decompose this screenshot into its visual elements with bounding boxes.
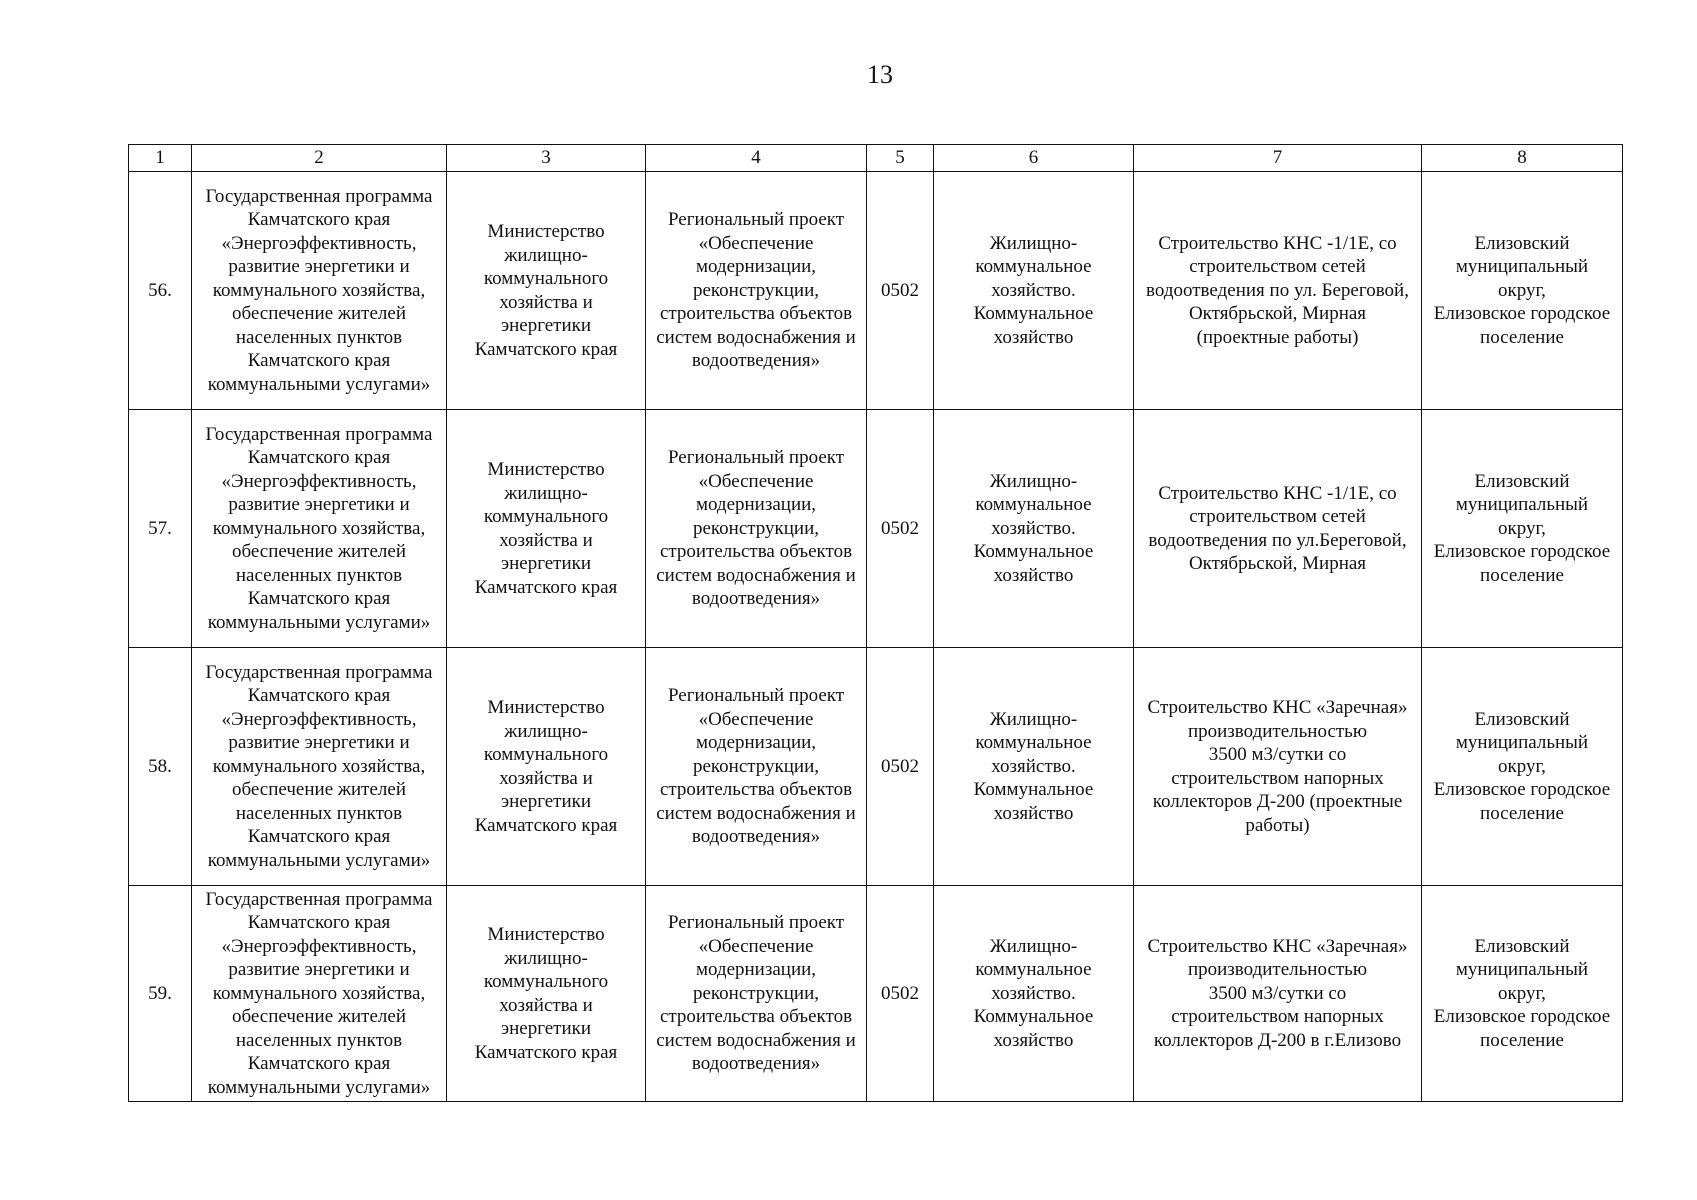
project-cell-line: Региональный проект <box>667 447 845 469</box>
program-cell-line: Камчатского края <box>247 826 391 848</box>
project-cell-line: Региональный проект <box>667 912 845 934</box>
object-cell-line: производительностью <box>1187 959 1368 981</box>
object-cell-line: коллекторов Д-200 (проектные <box>1152 791 1403 812</box>
location-cell-line: округ, <box>1498 517 1546 539</box>
project-cell-line: реконструкции, <box>692 279 820 301</box>
program-cell-line: развитие энергетики и <box>228 494 410 516</box>
object-cell-line: производительностью <box>1187 720 1368 742</box>
ministry-cell-line: энергетики <box>500 315 592 336</box>
program-cell-line: «Энергоэффективность, <box>221 470 417 492</box>
project-cell-line: строительства объектов <box>659 541 853 563</box>
location-cell <box>1422 886 1623 1102</box>
header-cell-col-4: 4 <box>646 145 867 172</box>
ministry-cell-line: жилищно- <box>504 720 588 742</box>
location-cell <box>1422 172 1623 410</box>
ministry-cell <box>447 886 646 1102</box>
object-cell-line: водоотведения по ул.Береговой, <box>1148 529 1407 551</box>
ministry-cell-line: Министерство <box>487 459 605 480</box>
location-cell-line: поселение <box>1480 326 1564 348</box>
sector-cell-line: хозяйство. <box>991 279 1076 301</box>
object-cell-line: Строительство КНС -1/1Е, со <box>1158 482 1397 504</box>
sector-cell <box>934 172 1134 410</box>
project-cell-line: водоотведения» <box>691 1053 821 1075</box>
program-cell-line: Камчатского края <box>247 447 391 469</box>
ministry-cell-line: Министерство <box>487 221 605 242</box>
project-cell-line: модернизации, <box>695 959 817 981</box>
sector-cell-line: Жилищно- <box>989 935 1078 957</box>
program-cell-line: коммунальными услугами» <box>207 611 431 633</box>
sector-cell-line: хозяйство <box>993 802 1074 824</box>
sector-cell-line: Коммунальное <box>973 303 1094 325</box>
project-cell-line: систем водоснабжения и <box>656 564 856 586</box>
program-cell-line: «Энергоэффективность, <box>221 935 417 957</box>
program-cell-line: Камчатского края <box>247 912 391 934</box>
sector-cell-line: Жилищно- <box>989 708 1078 730</box>
location-cell-line: поселение <box>1480 564 1564 586</box>
table-row <box>129 410 1623 648</box>
program-cell-line: Камчатского края <box>247 209 391 231</box>
program-cell-line: коммунальными услугами» <box>207 373 431 395</box>
object-cell-line: строительством напорных <box>1171 1006 1384 1028</box>
object-cell-line: водоотведения по ул. Береговой, <box>1146 279 1409 301</box>
project-cell-line: систем водоснабжения и <box>656 326 856 348</box>
object-cell-line: Октябрьской, Мирная <box>1188 553 1367 574</box>
program-cell-line: Камчатского края <box>247 1053 391 1075</box>
program-cell-line: развитие энергетики и <box>228 732 410 754</box>
row-number-cell: 59. <box>129 886 192 1102</box>
location-cell-line: поселение <box>1480 802 1564 824</box>
program-cell-line: обеспечение жителей <box>231 541 406 563</box>
program-cell-line: «Энергоэффективность, <box>221 232 417 254</box>
sector-cell-line: хозяйство <box>993 564 1074 586</box>
location-cell <box>1422 410 1623 648</box>
program-cell-line: обеспечение жителей <box>231 303 406 325</box>
project-cell-line: водоотведения» <box>691 588 821 610</box>
table-row <box>129 886 1623 1102</box>
sector-cell-line: коммунальное <box>975 959 1092 981</box>
project-cell-line: модернизации, <box>695 256 817 278</box>
ministry-cell-line: жилищно- <box>504 947 588 969</box>
project-cell-line: строительства объектов <box>659 779 853 801</box>
program-cell-line: населенных пунктов <box>235 564 403 586</box>
program-cell-line: коммунального хозяйства, <box>212 755 426 777</box>
program-cell-line: развитие энергетики и <box>228 959 410 981</box>
sector-cell-line: Жилищно- <box>989 232 1078 254</box>
ministry-cell-line: коммунального <box>483 744 609 765</box>
project-cell-line: «Обеспечение <box>698 232 814 254</box>
program-cell-line: населенных пунктов <box>235 802 403 824</box>
program-cell-line: Камчатского края <box>247 350 391 372</box>
ministry-cell-line: жилищно- <box>504 244 588 266</box>
program-cell-line: развитие энергетики и <box>228 256 410 278</box>
project-cell-line: водоотведения» <box>691 826 821 848</box>
project-cell-line: реконструкции, <box>692 517 820 539</box>
object-cell-line: Строительство КНС «Заречная» <box>1147 935 1408 957</box>
header-cell-col-5: 5 <box>867 145 934 172</box>
program-cell <box>192 410 447 648</box>
object-cell-line: работы) <box>1245 814 1310 836</box>
ministry-cell-line: коммунального <box>483 971 609 992</box>
object-cell-line: строительством сетей <box>1189 506 1366 527</box>
ministry-cell-line: Министерство <box>487 697 605 718</box>
sector-cell-line: Жилищно- <box>989 470 1078 492</box>
sector-cell-line: хозяйство. <box>991 755 1076 777</box>
program-cell-line: Государственная программа <box>205 185 433 207</box>
program-cell-line: коммунальными услугами» <box>207 1076 431 1098</box>
location-cell-line: муниципальный <box>1455 494 1589 516</box>
program-cell-line: коммунального хозяйства, <box>212 982 426 1004</box>
project-cell-line: «Обеспечение <box>698 935 814 957</box>
program-cell-line: населенных пунктов <box>235 326 403 348</box>
location-cell-line: округ, <box>1498 755 1546 777</box>
project-cell-line: модернизации, <box>695 732 817 754</box>
location-cell-line: Елизовское городское <box>1433 541 1611 563</box>
project-cell-line: реконструкции, <box>692 755 820 777</box>
program-cell-line: обеспечение жителей <box>231 779 406 801</box>
header-cell-col-6: 6 <box>934 145 1134 172</box>
ministry-cell-line: коммунального <box>483 506 609 527</box>
header-cell-col-7: 7 <box>1134 145 1422 172</box>
location-cell-line: Елизовский <box>1474 232 1570 254</box>
location-cell-line: Елизовское городское <box>1433 303 1611 325</box>
ministry-cell-line: хозяйства и <box>499 994 593 1016</box>
location-cell-line: Елизовский <box>1474 470 1570 492</box>
location-cell-line: округ, <box>1498 279 1546 301</box>
object-cell <box>1134 410 1422 648</box>
sector-cell-line: Коммунальное <box>973 779 1094 801</box>
location-cell-line: муниципальный <box>1455 732 1589 754</box>
object-cell <box>1134 886 1422 1102</box>
sector-cell-line: хозяйство <box>993 326 1074 348</box>
object-cell <box>1134 648 1422 886</box>
table-header-row <box>129 145 1623 172</box>
ministry-cell-line: хозяйства и <box>499 767 593 789</box>
header-cell-col-8: 8 <box>1422 145 1623 172</box>
project-cell-line: модернизации, <box>695 494 817 516</box>
location-cell-line: Елизовский <box>1474 708 1570 730</box>
location-cell-line: муниципальный <box>1455 256 1589 278</box>
object-cell-line: Октябрьской, Мирная <box>1188 303 1367 325</box>
sector-cell <box>934 886 1134 1102</box>
budget-code-cell: 0502 <box>867 410 934 648</box>
sector-cell-line: хозяйство. <box>991 517 1076 539</box>
object-cell-line: (проектные работы) <box>1196 326 1359 348</box>
sector-cell-line: Коммунальное <box>973 1006 1094 1028</box>
ministry-cell-line: Камчатского края <box>474 576 618 598</box>
program-cell-line: «Энергоэффективность, <box>221 708 417 730</box>
program-cell-line: коммунальными услугами» <box>207 849 431 871</box>
location-cell-line: Елизовское городское <box>1433 779 1611 801</box>
program-cell-line: Камчатского края <box>247 588 391 610</box>
program-cell-line: населенных пунктов <box>235 1029 403 1051</box>
ministry-cell-line: коммунального <box>483 268 609 289</box>
sector-cell-line: хозяйство. <box>991 982 1076 1004</box>
location-cell-line: муниципальный <box>1455 959 1589 981</box>
header-cell-col-1: 1 <box>129 145 192 172</box>
location-cell-line: поселение <box>1480 1029 1564 1051</box>
object-cell-line: 3500 м3/сутки со <box>1208 744 1347 765</box>
object-cell <box>1134 172 1422 410</box>
location-cell-line: округ, <box>1498 982 1546 1004</box>
ministry-cell-line: энергетики <box>500 553 592 574</box>
program-cell-line: коммунального хозяйства, <box>212 279 426 301</box>
project-cell-line: «Обеспечение <box>698 708 814 730</box>
ministry-cell-line: Камчатского края <box>474 814 618 836</box>
location-cell-line: Елизовский <box>1474 935 1570 957</box>
project-cell <box>646 172 867 410</box>
sector-cell <box>934 410 1134 648</box>
ministry-cell-line: Камчатского края <box>474 1041 618 1063</box>
table-row <box>129 172 1623 410</box>
table-row <box>129 648 1623 886</box>
object-cell-line: Строительство КНС -1/1Е, со <box>1158 232 1397 254</box>
location-cell <box>1422 648 1623 886</box>
ministry-cell-line: энергетики <box>500 1018 592 1039</box>
location-cell-line: Елизовское городское <box>1433 1006 1611 1028</box>
budget-code-cell: 0502 <box>867 172 934 410</box>
program-cell <box>192 648 447 886</box>
header-cell-col-2: 2 <box>192 145 447 172</box>
budget-code-cell: 0502 <box>867 886 934 1102</box>
project-cell-line: водоотведения» <box>691 350 821 372</box>
program-cell <box>192 886 447 1102</box>
object-cell-line: коллекторов Д-200 в г.Елизово <box>1153 1029 1402 1051</box>
project-cell-line: Региональный проект <box>667 209 845 231</box>
ministry-cell-line: Министерство <box>487 924 605 945</box>
program-cell-line: коммунального хозяйства, <box>212 517 426 539</box>
program-cell-line: Государственная программа <box>205 423 433 445</box>
ministry-cell-line: Камчатского края <box>474 338 618 360</box>
object-cell-line: Строительство КНС «Заречная» <box>1147 697 1408 718</box>
object-cell-line: строительством напорных <box>1171 767 1384 789</box>
projects-table <box>128 144 1623 1102</box>
project-cell-line: реконструкции, <box>692 982 820 1004</box>
row-number-cell: 56. <box>129 172 192 410</box>
program-cell-line: Государственная программа <box>205 888 433 910</box>
sector-cell-line: хозяйство <box>993 1029 1074 1051</box>
program-cell-line: Государственная программа <box>205 661 433 683</box>
project-cell-line: строительства объектов <box>659 303 853 325</box>
project-cell <box>646 648 867 886</box>
ministry-cell <box>447 410 646 648</box>
project-cell <box>646 886 867 1102</box>
ministry-cell-line: жилищно- <box>504 482 588 504</box>
project-cell-line: систем водоснабжения и <box>656 802 856 824</box>
project-cell <box>646 410 867 648</box>
project-cell-line: систем водоснабжения и <box>656 1029 856 1051</box>
ministry-cell-line: хозяйства и <box>499 529 593 551</box>
budget-code-cell: 0502 <box>867 648 934 886</box>
project-cell-line: «Обеспечение <box>698 470 814 492</box>
object-cell-line: 3500 м3/сутки со <box>1208 982 1347 1004</box>
ministry-cell <box>447 172 646 410</box>
program-cell <box>192 172 447 410</box>
sector-cell-line: коммунальное <box>975 732 1092 754</box>
ministry-cell-line: хозяйства и <box>499 291 593 313</box>
sector-cell <box>934 648 1134 886</box>
ministry-cell-line: энергетики <box>500 791 592 812</box>
project-cell-line: Региональный проект <box>667 685 845 707</box>
row-number-cell: 57. <box>129 410 192 648</box>
program-cell-line: Камчатского края <box>247 685 391 707</box>
program-cell-line: обеспечение жителей <box>231 1006 406 1028</box>
row-number-cell: 58. <box>129 648 192 886</box>
sector-cell-line: коммунальное <box>975 494 1092 516</box>
sector-cell-line: Коммунальное <box>973 541 1094 563</box>
project-cell-line: строительства объектов <box>659 1006 853 1028</box>
ministry-cell <box>447 648 646 886</box>
page-number: 13 <box>867 60 893 89</box>
object-cell-line: строительством сетей <box>1189 256 1366 278</box>
header-cell-col-3: 3 <box>447 145 646 172</box>
sector-cell-line: коммунальное <box>975 256 1092 278</box>
